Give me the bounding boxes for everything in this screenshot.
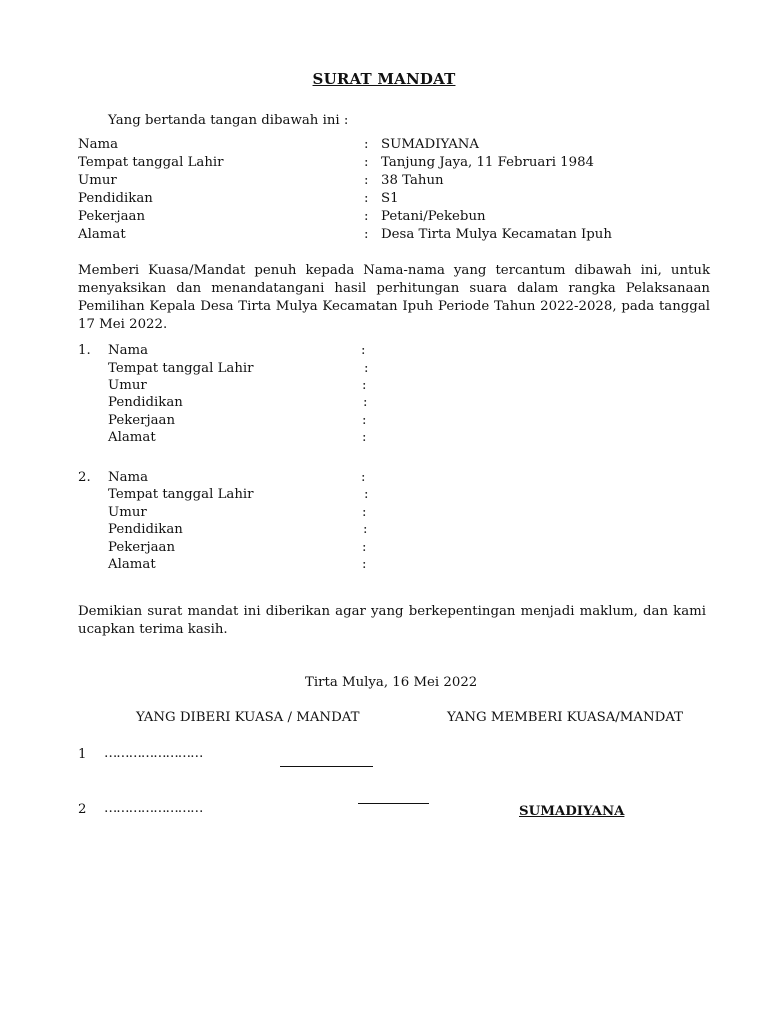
rep-field-colon: : xyxy=(361,343,366,358)
representative-number: 2. xyxy=(78,470,91,485)
rep-field-label: Pendidikan xyxy=(108,522,183,537)
grantor-colon: : xyxy=(364,137,369,152)
rep-field-colon: : xyxy=(363,522,368,537)
grantor-colon: : xyxy=(364,227,369,242)
grantor-value-job: Petani/Pekebun xyxy=(381,209,486,224)
grantor-label-birth: Tempat tanggal Lahir xyxy=(78,155,224,170)
representative-number: 1. xyxy=(78,343,91,358)
grantor-colon: : xyxy=(364,209,369,224)
signature-line xyxy=(280,766,373,767)
rep-field-label: Nama xyxy=(108,470,149,485)
grantor-colon: : xyxy=(364,173,369,188)
closing-paragraph: Demikian surat mandat ini diberikan agar yang berkepentingan menjadi maklum, dan kami ucapkan terima kasih. xyxy=(78,604,706,637)
rep-field-label: Tempat tanggal Lahir xyxy=(108,487,254,502)
rep-field-label: Pendidikan xyxy=(108,395,183,410)
grantor-label-education: Pendidikan xyxy=(78,191,153,206)
grantor-heading: YANG MEMBERI KUASA/MANDAT xyxy=(447,710,684,725)
rep-field-colon: : xyxy=(362,540,367,555)
rep-field-colon: : xyxy=(361,470,366,485)
rep-field-colon: : xyxy=(362,557,367,572)
rep-field-colon: : xyxy=(364,487,369,502)
rep-field-label: Pekerjaan xyxy=(108,540,176,555)
grantor-value-education: S1 xyxy=(381,191,399,206)
grantor-label-job: Pekerjaan xyxy=(78,209,146,224)
rep-field-label: Tempat tanggal Lahir xyxy=(108,361,254,376)
rep-field-colon: : xyxy=(364,361,369,376)
grantor-label-name: Nama xyxy=(78,137,119,152)
rep-field-label: Umur xyxy=(108,378,147,393)
signature-line xyxy=(358,803,429,804)
grantor-colon: : xyxy=(364,155,369,170)
rep-field-label: Alamat xyxy=(108,430,156,445)
rep-field-label: Pekerjaan xyxy=(108,413,176,428)
rep-field-colon: : xyxy=(362,378,367,393)
grantor-value-address: Desa Tirta Mulya Kecamatan Ipuh xyxy=(381,227,612,242)
grantor-label-address: Alamat xyxy=(78,227,126,242)
rep-field-colon: : xyxy=(362,413,367,428)
grantor-value-name: SUMADIYANA xyxy=(381,137,480,152)
signer-number: 1 xyxy=(78,747,87,762)
rep-field-colon: : xyxy=(362,430,367,445)
rep-field-colon: : xyxy=(363,395,368,410)
rep-field-label: Umur xyxy=(108,505,147,520)
mandate-paragraph: Memberi Kuasa/Mandat penuh kepada Nama-nama yang tercantum dibawah ini, untuk menyaksikan dan menandatangani hasil perhitungan suara dalam rangka Pelaksanaan Pemilihan Kepala Desa Tirta Mulya Kecamatan Ipuh Periode Tahun 2022-2028, pada tanggal 17 Mei 2022. xyxy=(78,263,710,332)
place-date: Tirta Mulya, 16 Mei 2022 xyxy=(305,675,478,690)
grantor-label-age: Umur xyxy=(78,173,117,188)
rep-field-colon: : xyxy=(362,505,367,520)
signer-dotted-line: …………………… xyxy=(104,746,203,761)
grantor-colon: : xyxy=(364,191,369,206)
rep-field-label: Alamat xyxy=(108,557,156,572)
signer-dotted-line: …………………… xyxy=(104,801,203,816)
rep-field-label: Nama xyxy=(108,343,149,358)
document-title: SURAT MANDAT xyxy=(312,70,456,88)
grantor-value-age: 38 Tahun xyxy=(381,173,444,188)
intro-text: Yang bertanda tangan dibawah ini : xyxy=(108,113,349,128)
grantor-value-birth: Tanjung Jaya, 11 Februari 1984 xyxy=(381,155,595,170)
signer-number: 2 xyxy=(78,802,87,817)
grantor-signature-name: SUMADIYANA xyxy=(519,804,625,819)
recipient-heading: YANG DIBERI KUASA / MANDAT xyxy=(136,710,360,725)
